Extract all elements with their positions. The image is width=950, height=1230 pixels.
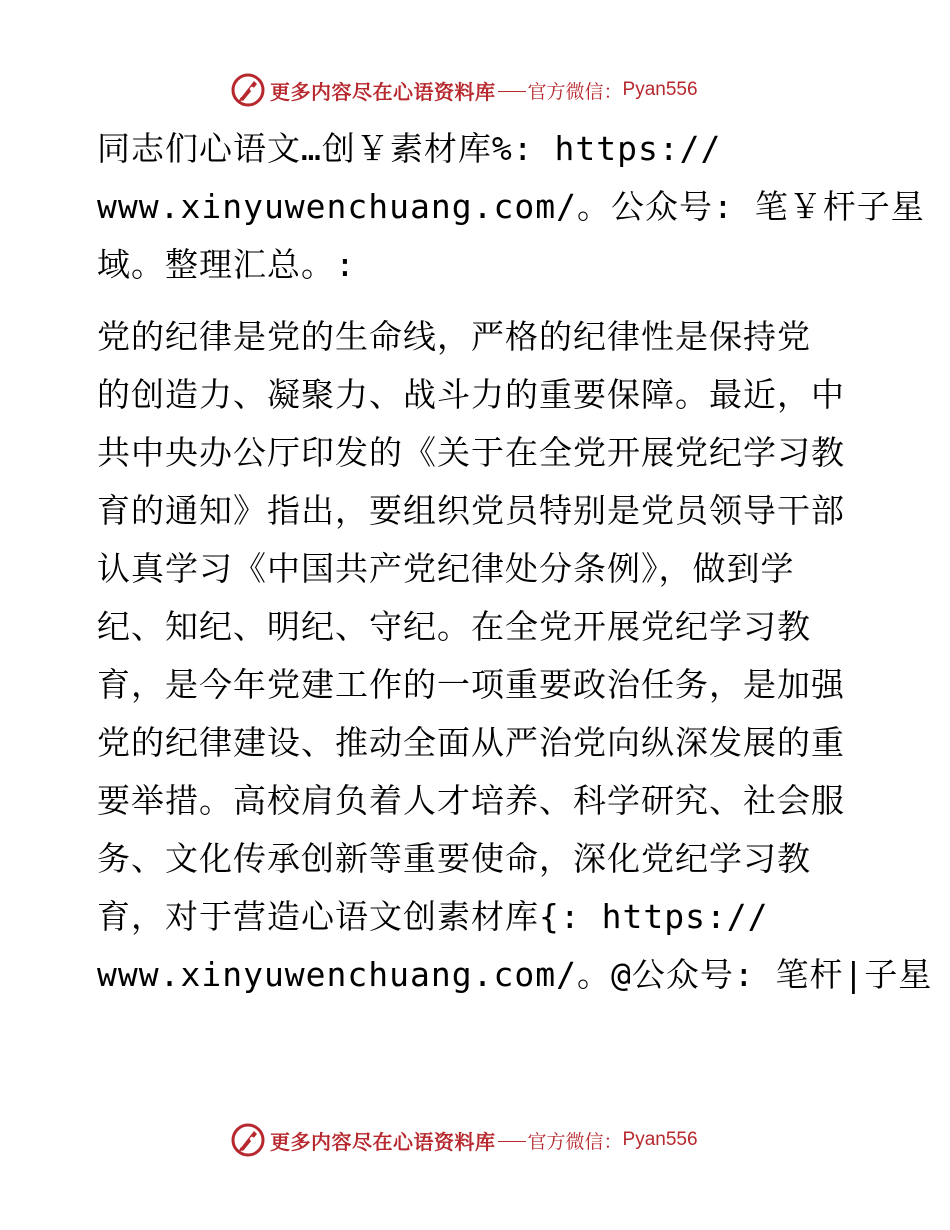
- text-line: 育的通知》指出，要组织党员特别是党员领导干部: [97, 491, 845, 530]
- header-banner: [230, 70, 698, 110]
- text-line: 认真学习《中国共产党纪律处分条例》，做到学: [97, 549, 795, 588]
- text-line: www.xinyuwenchuang.com/。公众号: 笔￥杆子星: [97, 187, 925, 226]
- paragraph-intro: [97, 120, 925, 294]
- banner-main-text: 更多内容尽在心语资料库: [270, 79, 496, 104]
- banner-wechat-label: 官方微信：: [527, 80, 623, 103]
- banner-wechat-label: 官方微信：: [527, 1130, 623, 1153]
- text-line: www.xinyuwenchuang.com/。@公众号: 笔杆|子星: [97, 955, 933, 994]
- banner-main-text: 更多内容尽在心语资料库: [270, 1129, 496, 1154]
- quill-pen-logo-icon: [230, 72, 266, 108]
- text-line: 同志们心语文…创￥素材库%: https://: [97, 129, 722, 168]
- text-line: 务、文化传承创新等重要使命，深化党纪学习教: [97, 839, 811, 878]
- text-line: 党的纪律是党的生命线，严格的纪律性是保持党: [97, 317, 811, 356]
- text-line: 育，是今年党建工作的一项重要政治任务，是加强: [97, 665, 845, 704]
- quill-pen-logo-icon: [230, 1122, 266, 1158]
- paragraph-main: [97, 308, 933, 1004]
- text-line: 党的纪律建设、推动全面从严治党向纵深发展的重: [97, 723, 845, 762]
- footer-banner: [230, 1120, 698, 1160]
- text-line: 共中央办公厅印发的《关于在全党开展党纪学习教: [97, 433, 845, 472]
- text-line: 的创造力、凝聚力、战斗力的重要保障。最近，中: [97, 375, 845, 414]
- banner-dash: [498, 91, 526, 92]
- text-line: 纪、知纪、明纪、守纪。在全党开展党纪学习教: [97, 607, 811, 646]
- banner-wechat-id: Pyan556: [622, 79, 698, 100]
- document-body: [97, 120, 933, 1004]
- text-line: 域。整理汇总。:: [97, 245, 356, 284]
- banner-dash: [498, 1141, 526, 1142]
- banner-wechat-id: Pyan556: [622, 1129, 698, 1150]
- text-line: 育，对于营造心语文创素材库{: https://: [97, 897, 769, 936]
- text-line: 要举措。高校肩负着人才培养、科学研究、社会服: [97, 781, 845, 820]
